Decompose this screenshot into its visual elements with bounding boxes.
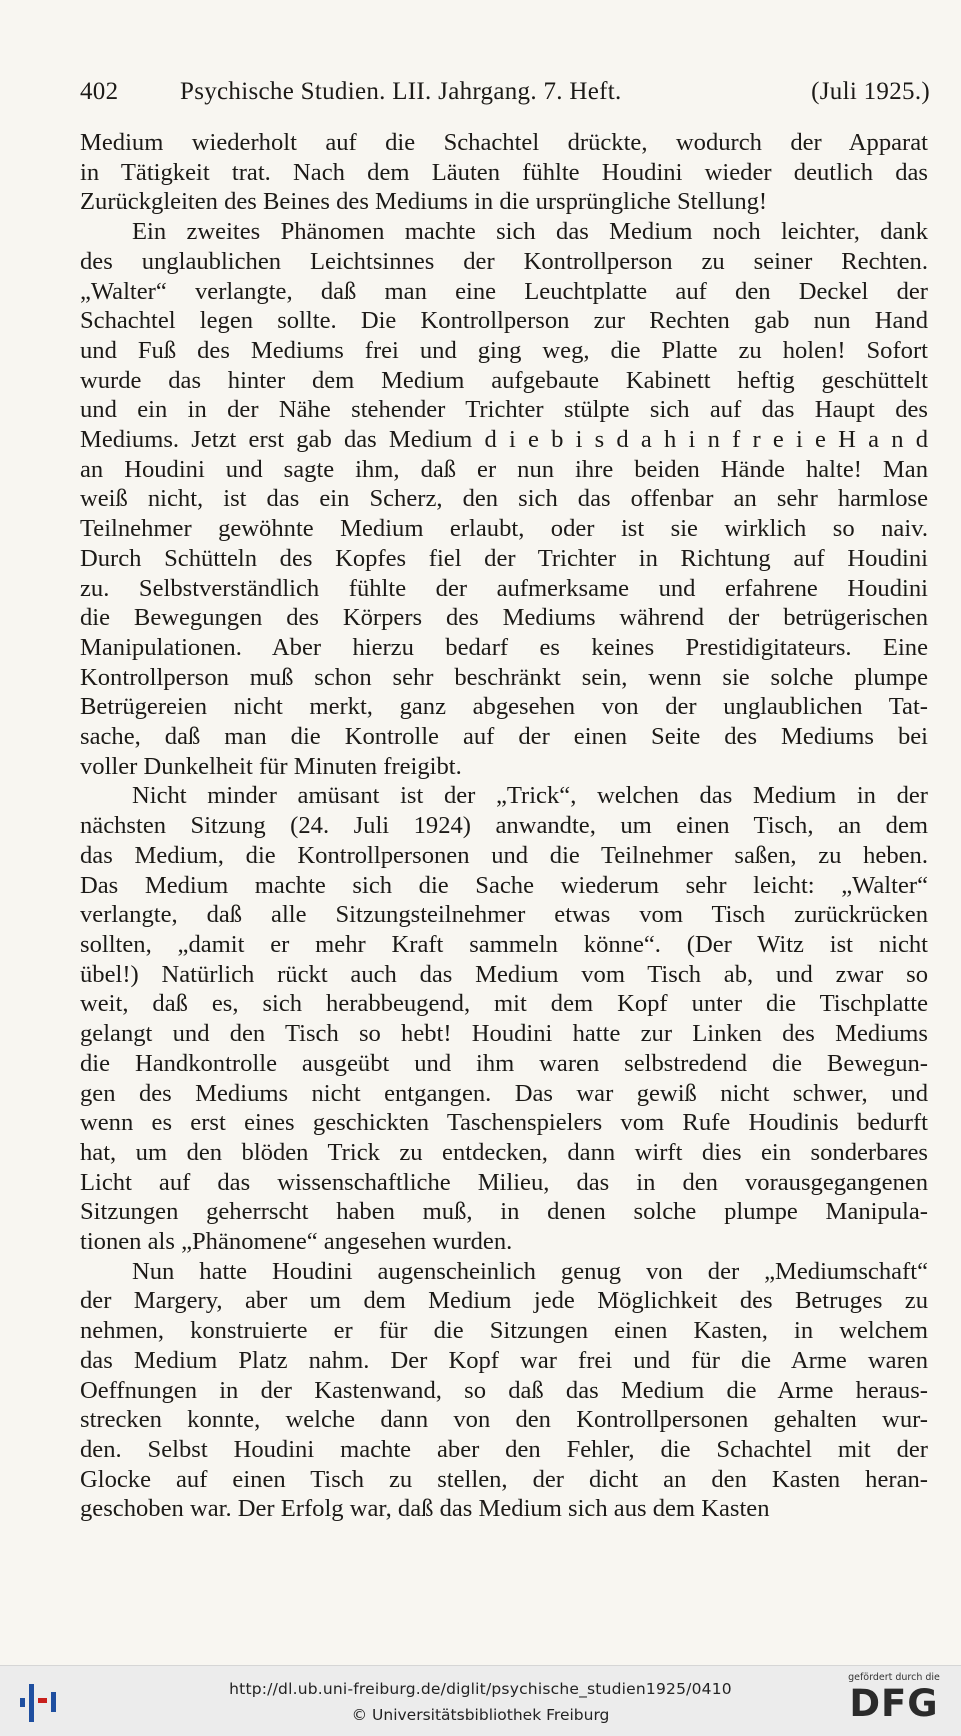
text-line: Oeffnungen in der Kastenwand, so daß das Medium die Arme heraus- xyxy=(80,1376,928,1404)
text-line: gelangt und den Tisch so hebt! Houdini hatte zur Linken des Mediums xyxy=(80,1020,928,1048)
text-line: und Fuß des Mediums frei und ging weg, die Platte zu holen! Sofort xyxy=(80,336,928,364)
text-line: übel!) Natürlich rückt auch das Medium vom Tisch ab, und zwar so xyxy=(80,960,928,988)
text-line: geschoben war. Der Erfolg war, daß das Medium sich aus dem Kasten xyxy=(80,1495,770,1523)
text-line: wenn es erst eines geschickten Taschenspielers vom Rufe Houdinis bedurft xyxy=(80,1109,928,1137)
copyright-notice: © Universitätsbibliothek Freiburg xyxy=(351,1706,610,1724)
text-line: Sitzungen geherrscht haben muß, in denen solche plumpe Manipula- xyxy=(80,1198,928,1226)
text-line: strecken konnte, welche dann von den Kontrollpersonen gehalten wur- xyxy=(80,1406,928,1434)
text-line: an Houdini und sagte ihm, daß er nun ihre beiden Hände halte! Man xyxy=(80,455,928,483)
text-line: Manipulationen. Aber hierzu bedarf es keines Prestidigitateurs. Eine xyxy=(80,633,928,661)
text-line: Nun hatte Houdini augenscheinlich genug von der „Mediumschaft“ xyxy=(132,1257,928,1285)
text-line: zu. Selbstverständlich fühlte der aufmerksame und erfahrene Houdini xyxy=(80,574,928,602)
text-line: Glocke auf einen Tisch zu stellen, der dicht an den Kasten heran- xyxy=(80,1465,928,1493)
page-number: 402 xyxy=(80,78,119,105)
text-line: das Medium, die Kontrollpersonen und die Teilnehmer saßen, zu heben. xyxy=(80,841,928,869)
dfg-logo-mark: DFG xyxy=(849,1682,939,1725)
text-line: weiß nicht, ist das ein Scherz, den sich das offenbar an sehr harmlose xyxy=(80,485,928,513)
text-line: Durch Schütteln des Kopfes fiel der Trichter in Richtung auf Houdini xyxy=(80,544,928,572)
text-line: Das Medium machte sich die Sache wiederum sehr leicht: „Walter“ xyxy=(80,871,928,899)
text-line: des unglaublichen Leichtsinnes der Kontrollperson zu seiner Rechten. xyxy=(80,247,928,275)
text-line: nehmen, konstruierte er für die Sitzungen einen Kasten, in welchem xyxy=(80,1317,928,1345)
text-line: sache, daß man die Kontrolle auf der einen Seite des Mediums bei xyxy=(80,723,928,751)
text-line: hat, um den blöden Trick zu entdecken, dann wirft dies ein sonderbares xyxy=(80,1138,928,1166)
paragraph xyxy=(80,1257,928,1524)
issue-date: (Juli 1925.) xyxy=(811,78,930,105)
text-line: die Handkontrolle ausgeübt und ihm waren selbstredend die Bewegun- xyxy=(80,1049,928,1077)
text-line: gen des Mediums nicht entgangen. Das war gewiß nicht schwer, und xyxy=(80,1079,928,1107)
text-line: Kontrollperson muß schon sehr beschränkt sein, wenn sie solche plumpe xyxy=(80,663,928,691)
text-line: verlangte, daß alle Sitzungsteilnehmer etwas vom Tisch zurückrücken xyxy=(80,901,928,929)
text-line: Nicht minder amüsant ist der „Trick“, welchen das Medium in der xyxy=(132,782,928,810)
text-line: sollten, „damit er mehr Kraft sammeln könne“. (Der Witz ist nicht xyxy=(80,930,928,958)
text-line: Teilnehmer gewöhnte Medium erlaubt, oder ist sie wirklich so naiv. xyxy=(80,515,928,543)
text-line: der Margery, aber um dem Medium jede Möglichkeit des Betruges zu xyxy=(80,1287,928,1315)
text-line: die Bewegungen des Körpers des Mediums während der betrügerischen xyxy=(80,604,928,632)
running-header xyxy=(80,78,930,118)
text-line: den. Selbst Houdini machte aber den Fehler, die Schachtel mit der xyxy=(80,1435,928,1463)
paragraph xyxy=(80,217,928,781)
text-line: tionen als „Phänomene“ angesehen wurden. xyxy=(80,1228,513,1256)
text-line: „Walter“ verlangte, daß man eine Leuchtplatte auf den Deckel der xyxy=(80,277,928,305)
body-text xyxy=(80,128,928,1524)
text-line: nächsten Sitzung (24. Juli 1924) anwandte, um einen Tisch, an dem xyxy=(80,812,928,840)
paragraph xyxy=(80,128,928,217)
dfg-caption: gefördert durch die xyxy=(848,1672,940,1683)
text-line: das Medium Platz nahm. Der Kopf war frei und für die Arme waren xyxy=(80,1346,928,1374)
text-line: Schachtel legen sollte. Die Kontrollperson zur Rechten gab nun Hand xyxy=(80,307,928,335)
library-footer xyxy=(0,1665,961,1736)
dfg-logo xyxy=(841,1672,947,1724)
text-line: Betrügereien nicht merkt, ganz abgesehen von der unglaublichen Tat- xyxy=(80,693,928,721)
text-line: Mediums. Jetzt erst gab das Medium d i e b i s d a h i n f r e i e H a n d xyxy=(80,426,928,454)
text-line: und ein in der Nähe stehender Trichter stülpte sich auf das Haupt des xyxy=(80,396,928,424)
text-line: weit, daß es, sich herabbeugend, mit dem Kopf unter die Tischplatte xyxy=(80,990,928,1018)
permalink-url[interactable]: http://dl.ub.uni-freiburg.de/diglit/psychische_studien1925/0410 xyxy=(229,1680,732,1698)
text-line: Ein zweites Phänomen machte sich das Medium noch leichter, dank xyxy=(132,218,928,246)
text-line: Medium wiederholt auf die Schachtel drückte, wodurch der Apparat xyxy=(80,129,928,156)
text-line: Zurückgleiten des Beines des Mediums in die ursprüngliche Stellung! xyxy=(80,188,768,216)
paragraph xyxy=(80,781,928,1256)
text-line: voller Dunkelheit für Minuten freigibt. xyxy=(80,752,462,780)
text-line: Licht auf das wissenschaftliche Milieu, das in den vorausgegangenen xyxy=(80,1168,928,1196)
text-line: wurde das hinter dem Medium aufgebaute Kabinett heftig geschüttelt xyxy=(80,366,928,394)
running-title: Psychische Studien. LII. Jahrgang. 7. Heft. xyxy=(180,78,622,105)
text-line: in Tätigkeit trat. Nach dem Läuten fühlte Houdini wieder deutlich das xyxy=(80,158,928,186)
